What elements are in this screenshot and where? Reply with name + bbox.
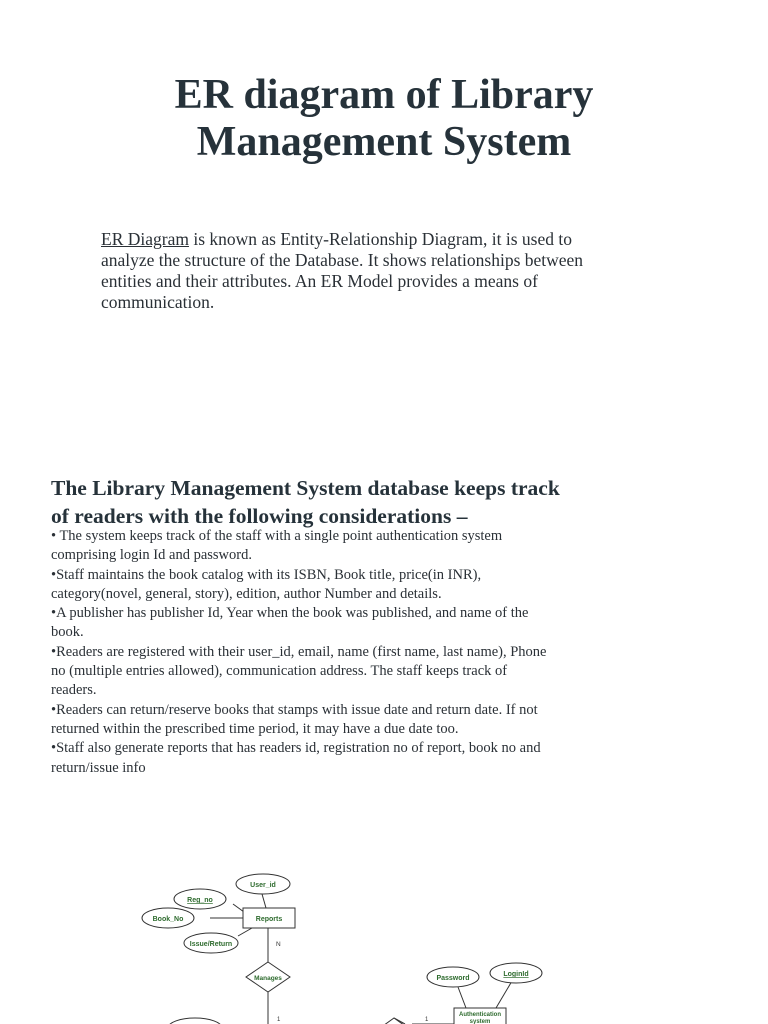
intro-line-1 [101,229,661,250]
list-line: •Readers can return/reserve books that stamps with issue date and return date. If not [51,701,538,718]
attr-issue-return [184,933,238,953]
svg-text:LoginId: LoginId [503,971,529,978]
svg-text:Manages: Manages [254,975,282,982]
list-line: •Readers are registered with their user_id, email, name (first name, last name), Phone [51,643,547,660]
title-line-2: Management System [196,119,572,165]
list-line: •Staff maintains the book catalog with its ISBN, Book title, price(in INR), [51,566,482,583]
svg-text:Authentication: Authentication [459,1012,501,1018]
attr-login-id [490,963,542,983]
svg-text:Reports: Reports [255,916,283,923]
svg-text:Book_No: Book_No [152,916,184,923]
cardinality-1-manages: 1 [277,1017,281,1023]
er-diagram [0,860,768,1024]
list-line: return/issue info [51,759,146,776]
considerations-list [51,527,651,778]
cardinality-1-auth: 1 [425,1017,429,1023]
heading-line-1: The Library Management System database keeps track [51,476,560,500]
heading-line-2: of readers with the following considerations – [51,504,468,528]
svg-text:Issue/Return: Issue/Return [189,941,233,948]
list-line: readers. [51,682,97,699]
attr-user-id [236,874,290,894]
intro-line-4: communication. [101,292,215,312]
list-line: no (multiple entries allowed), communication address. The staff keeps track of [51,663,508,680]
attr-book-no [142,908,194,928]
intro-paragraph [101,229,661,313]
list-line: book. [51,624,84,641]
page-title [0,72,768,166]
svg-text:Reg_no: Reg_no [187,897,213,904]
list-line: •Staff also generate reports that has readers id, registration no of report, book no and [51,740,541,757]
intro-line-2: analyze the structure of the Database. It shows relationships between [101,250,584,270]
list-line: •A publisher has publisher Id, Year when the book was published, and name of the [51,605,529,622]
intro-line-1-rest: is known as Entity-Relationship Diagram, it is used to [188,229,572,249]
svg-text:User_id: User_id [250,882,276,889]
er-diagram-link[interactable]: ER Diagram [101,229,189,249]
cardinality-n: N [276,941,281,948]
attr-partial-left [168,1018,222,1024]
list-line: category(novel, general, story), edition, author Number and details. [51,585,442,602]
considerations-heading [51,474,651,530]
title-line-1: ER diagram of Library [174,72,594,118]
list-line: returned within the prescribed time period, it may have a due date too. [51,720,459,737]
svg-text:Password: Password [436,975,470,982]
entity-reports [243,908,295,928]
list-line: • The system keeps track of the staff with a single point authentication system [51,528,503,544]
svg-text:system: system [469,1019,491,1024]
list-line: comprising login Id and password. [51,547,252,564]
attr-reg-no [174,889,226,909]
relationship-manages [246,962,290,992]
entity-authentication-system [454,1008,506,1024]
attr-password [427,967,479,987]
intro-line-3: entities and their attributes. An ER Model provides a means of [101,271,538,291]
